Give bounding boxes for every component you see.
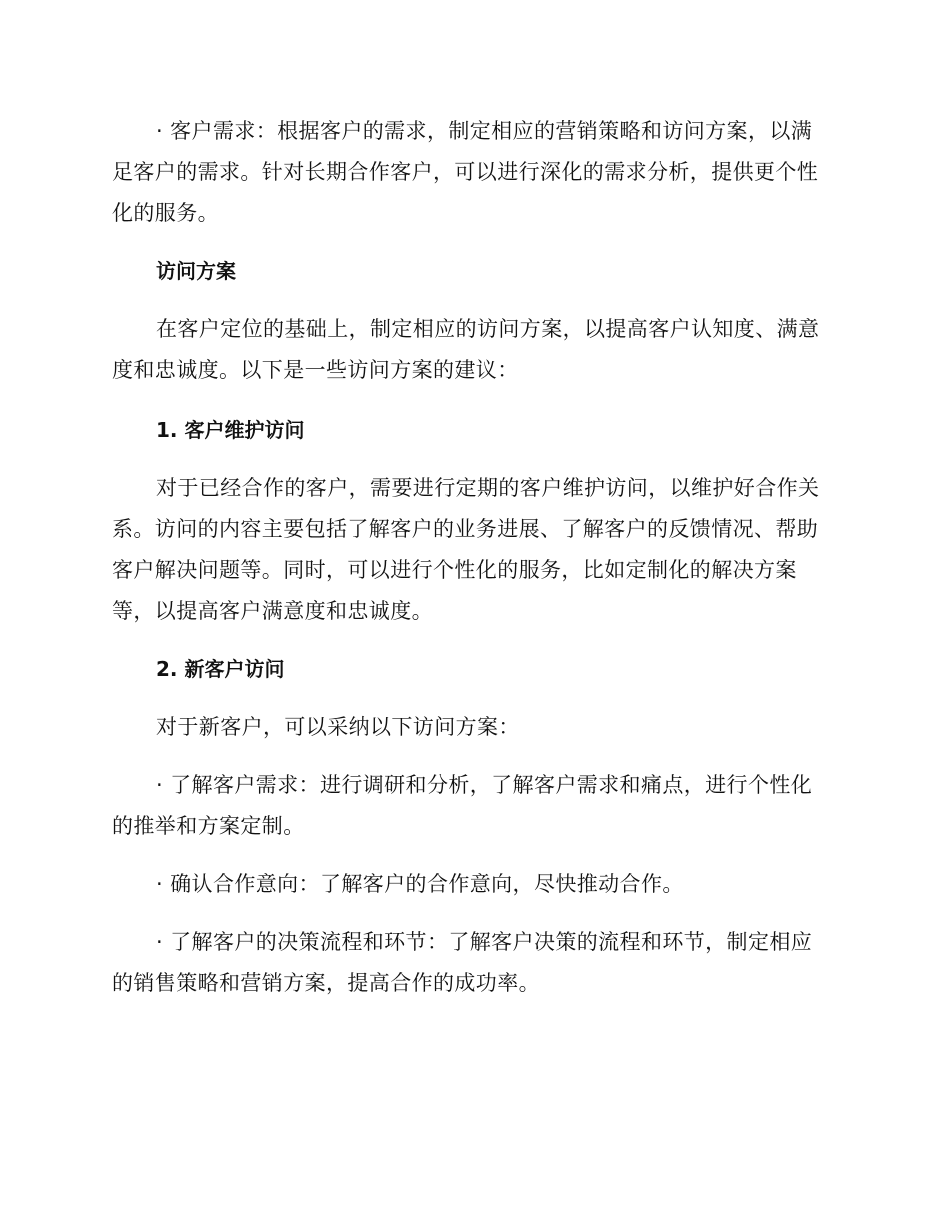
paragraph-new-customer-intro: 对于新客户，可以采纳以下访问方案： bbox=[156, 715, 520, 739]
bullet-confirm-intent: · 确认合作意向：了解客户的合作意向，尽快推动合作。 bbox=[156, 872, 684, 896]
bullet-understand-needs: · 了解客户需求：进行调研和分析，了解客户需求和痛点，进行个性化的推举和方案定制。 bbox=[112, 773, 813, 838]
bullet-decision-process: · 了解客户的决策流程和环节：了解客户决策的流程和环节，制定相应的销售策略和营销方案，提高合作的成功率。 bbox=[112, 930, 813, 995]
heading-new-customer-visit: 2. 新客户访问 bbox=[156, 657, 285, 681]
paragraph-customer-needs: · 客户需求：根据客户的需求，制定相应的营销策略和访问方案，以满足客户的需求。针对长期合作客户，可以进行深化的需求分析，提供更个性化的服务。 bbox=[112, 119, 819, 225]
document-body bbox=[112, 111, 832, 1004]
heading-visit-plan: 访问方案 bbox=[156, 259, 236, 283]
heading-customer-maintenance-visit: 1. 客户维护访问 bbox=[156, 418, 305, 442]
paragraph-visit-plan-intro: 在客户定位的基础上，制定相应的访问方案，以提高客户认知度、满意度和忠诚度。以下是一些访问方案的建议： bbox=[112, 317, 820, 382]
paragraph-maintenance-visit: 对于已经合作的客户，需要进行定期的客户维护访问，以维护好合作关系。访问的内容主要包括了解客户的业务进展、了解客户的反馈情况、帮助客户解决问题等。同时，可以进行个性化的服务，比如定制化的解决方案等，以提高客户满意度和忠诚度。 bbox=[112, 476, 820, 623]
